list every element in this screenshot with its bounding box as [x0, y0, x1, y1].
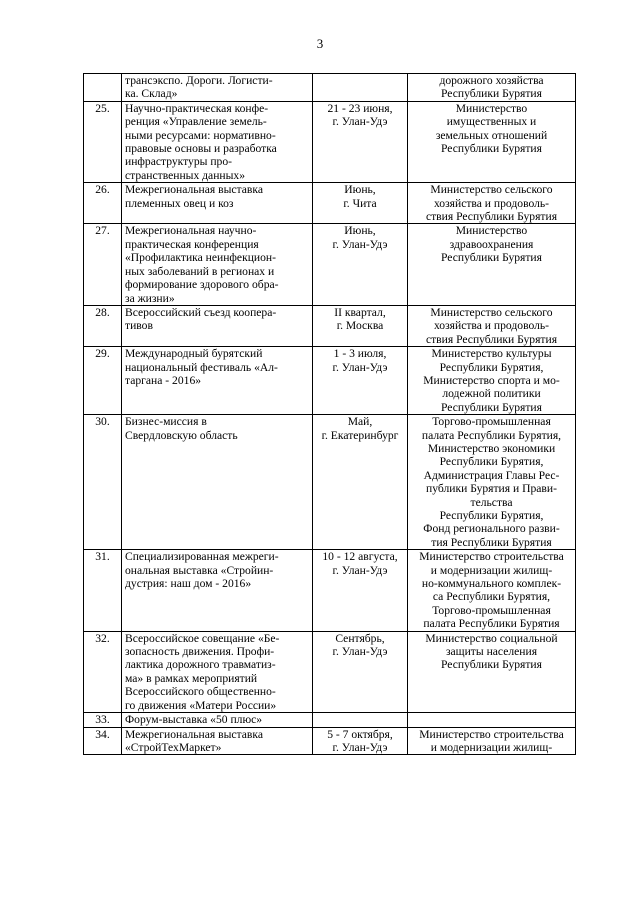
row-number-cell: 26.: [84, 183, 122, 224]
organizer-cell: Министерство имущественных и земельных отношений Республики Бурятия: [408, 101, 576, 182]
row-number-cell: 30.: [84, 415, 122, 550]
event-name-cell: Форум-выставка «50 плюс»: [122, 713, 313, 727]
table-row: [84, 631, 576, 712]
organizer-cell: Торгово-промышленная палата Республики Бурятия, Министерство экономики Республики Бурятия, Администрация Главы Рес- публики Бурятия и Прави- тельства Республики Бурятия, Фонд регионального разви- тия Республики Бурятия: [408, 415, 576, 550]
row-number-cell: 27.: [84, 224, 122, 305]
table-row: [84, 347, 576, 415]
table-row: [84, 550, 576, 631]
table-row: [84, 713, 576, 727]
row-number-cell: [84, 74, 122, 102]
event-date-place-cell: [313, 74, 408, 102]
organizer-cell: Министерство сельского хозяйства и продоволь- ствия Республики Бурятия: [408, 305, 576, 346]
organizer-cell: дорожного хозяйства Республики Бурятия: [408, 74, 576, 102]
organizer-cell: Министерство здравоохранения Республики Бурятия: [408, 224, 576, 305]
event-name-cell: Научно-практическая конфе- ренция «Управление земель- ными ресурсами: нормативно- правовые основы и разработка инфраструктуры про- странственных данных»: [122, 101, 313, 182]
table-row: [84, 727, 576, 755]
event-name-cell: Всероссийское совещание «Бе- зопасность движения. Профи- лактика дорожного травматиз- ма» в рамках мероприятий Всероссийского общественно- го движения «Матери России»: [122, 631, 313, 712]
event-date-place-cell: Июнь, г. Улан-Удэ: [313, 224, 408, 305]
event-name-cell: Межрегиональная выставка племенных овец и коз: [122, 183, 313, 224]
event-date-place-cell: 10 - 12 августа, г. Улан-Удэ: [313, 550, 408, 631]
event-date-place-cell: 5 - 7 октября, г. Улан-Удэ: [313, 727, 408, 755]
row-number-cell: 33.: [84, 713, 122, 727]
event-date-place-cell: Май, г. Екатеринбург: [313, 415, 408, 550]
events-table: [83, 73, 576, 755]
organizer-cell: Министерство социальной защиты населения Республики Бурятия: [408, 631, 576, 712]
table-row: [84, 415, 576, 550]
table-row: [84, 305, 576, 346]
row-number-cell: 28.: [84, 305, 122, 346]
event-name-cell: Бизнес-миссия в Свердловскую область: [122, 415, 313, 550]
row-number-cell: 25.: [84, 101, 122, 182]
row-number-cell: 31.: [84, 550, 122, 631]
organizer-cell: Министерство сельского хозяйства и продоволь- ствия Республики Бурятия: [408, 183, 576, 224]
organizer-cell: Министерство строительства и модернизации жилищ-: [408, 727, 576, 755]
row-number-cell: 32.: [84, 631, 122, 712]
events-table-body: [84, 74, 576, 755]
event-date-place-cell: Сентябрь, г. Улан-Удэ: [313, 631, 408, 712]
table-row: [84, 74, 576, 102]
table-row: [84, 101, 576, 182]
organizer-cell: Министерство культуры Республики Бурятия, Министерство спорта и мо- лодежной политики Республики Бурятия: [408, 347, 576, 415]
event-name-cell: Специализированная межреги- ональная выставка «Стройин- дустрия: наш дом - 2016»: [122, 550, 313, 631]
row-number-cell: 29.: [84, 347, 122, 415]
organizer-cell: [408, 713, 576, 727]
table-row: [84, 183, 576, 224]
event-name-cell: Всероссийский съезд коопера- тивов: [122, 305, 313, 346]
event-name-cell: трансэкспо. Дороги. Логисти- ка. Склад»: [122, 74, 313, 102]
event-date-place-cell: II квартал, г. Москва: [313, 305, 408, 346]
row-number-cell: 34.: [84, 727, 122, 755]
page-number: 3: [316, 36, 324, 51]
event-date-place-cell: 21 - 23 июня, г. Улан-Удэ: [313, 101, 408, 182]
event-date-place-cell: [313, 713, 408, 727]
event-date-place-cell: Июнь, г. Чита: [313, 183, 408, 224]
event-name-cell: Межрегиональная научно- практическая конференция «Профилактика неинфекцион- ных заболеваний в регионах и формирование здорового обра- за жизни»: [122, 224, 313, 305]
event-name-cell: Международный бурятский национальный фестиваль «Ал- таргана - 2016»: [122, 347, 313, 415]
table-row: [84, 224, 576, 305]
event-name-cell: Межрегиональная выставка «СтройТехМаркет»: [122, 727, 313, 755]
organizer-cell: Министерство строительства и модернизации жилищ- но-коммунального комплек- са Республики Бурятия, Торгово-промышленная палата Республики Бурятия: [408, 550, 576, 631]
event-date-place-cell: 1 - 3 июля, г. Улан-Удэ: [313, 347, 408, 415]
